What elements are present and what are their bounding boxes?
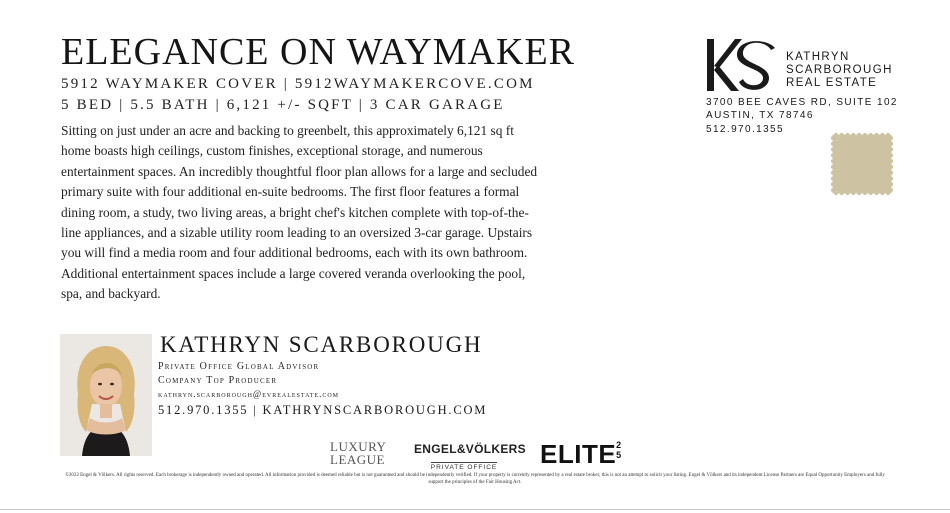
listing-specs: 5 BED | 5.5 BATH | 6,121 +/- SQFT | 3 CAR GARAGE [61,97,505,113]
ks-logo [705,36,779,94]
engel-volkers-logo [414,442,526,474]
brokerage-name [786,51,893,90]
legal-disclaimer: ©2022 Engel & Völkers. All rights reserved. Each brokerage is independently owned and operated. All information provided is deemed reliable but is not guaranteed and should be independently verified. If your property is currently represented by a real estate broker, this is not an attempt to solicit your listing. Engel & Völkers and its independent License Partners are Equal Opportunity Employers and fully support the principles of the Fair Housing Act. [65,473,885,485]
brokerage-address-line-1: 3700 BEE CAVES RD, SUITE 102 [706,97,898,108]
listing-description: Sitting on just under an acre and backing to greenbelt, this approximately 6,121 sq ft home boasts high ceilings, custom finishes, exceptional storage, and numerous entertainment spaces. An incredibly thoughtful floor plan allows for a large and secluded primary suite with four additional en-suite bedrooms. The first floor features a formal dining room, a study, two living areas, a bright chef's kitchen complete with top-of-the-line appliances, and a sizable utility room leading to an oversized 3-car garage. Upstairs you will find a media room and four additional bedrooms, each with its own bathroom. Additional entertainment spaces include a large covered veranda overlooking the pool, spa, and backyard. [61,123,538,302]
stamp-icon [829,131,895,197]
brokerage-name-line-3: REAL ESTATE [786,77,878,89]
luxury-league-logo [330,440,386,466]
brokerage-name-line-2: SCARBOROUGH [786,64,893,76]
elite-sup-1: 2 [616,440,622,450]
elite-superscript [616,440,622,460]
listing-address: 5912 WAYMAKER COVER | 5912WAYMAKERCOVE.COM [61,76,535,92]
agent-name: KATHRYN SCARBOROUGH [160,332,483,357]
brokerage-name-line-1: KATHRYN [786,51,850,63]
postage-stamp [829,131,895,197]
elite-text: ELITE [540,439,617,469]
bottom-divider [0,509,950,510]
elite-sup-2: 5 [616,450,622,460]
brokerage-address-line-2: AUSTIN, TX 78746 [706,110,814,121]
luxury-league-line-2: LEAGUE [330,452,385,467]
luxury-league-line-1: LUXURY [330,439,387,454]
listing-title: ELEGANCE ON WAYMAKER [61,31,575,73]
agent-email: kathryn.scarborough@evrealestate.com [158,389,339,399]
agent-title: Private Office Global Advisor [158,361,320,372]
agent-portrait-illustration [60,334,152,456]
brokerage-phone: 512.970.1355 [706,124,784,135]
ks-monogram-icon [705,36,779,94]
agent-photo [60,334,152,456]
elite-logo [540,440,622,468]
agent-award: Company Top Producer [158,375,278,386]
agent-contact: 512.970.1355 | KATHRYNSCARBOROUGH.COM [158,403,488,417]
engel-volkers-name: ENGEL&VÖLKERS [414,442,526,456]
engel-volkers-subtitle: PRIVATE OFFICE [430,464,498,471]
